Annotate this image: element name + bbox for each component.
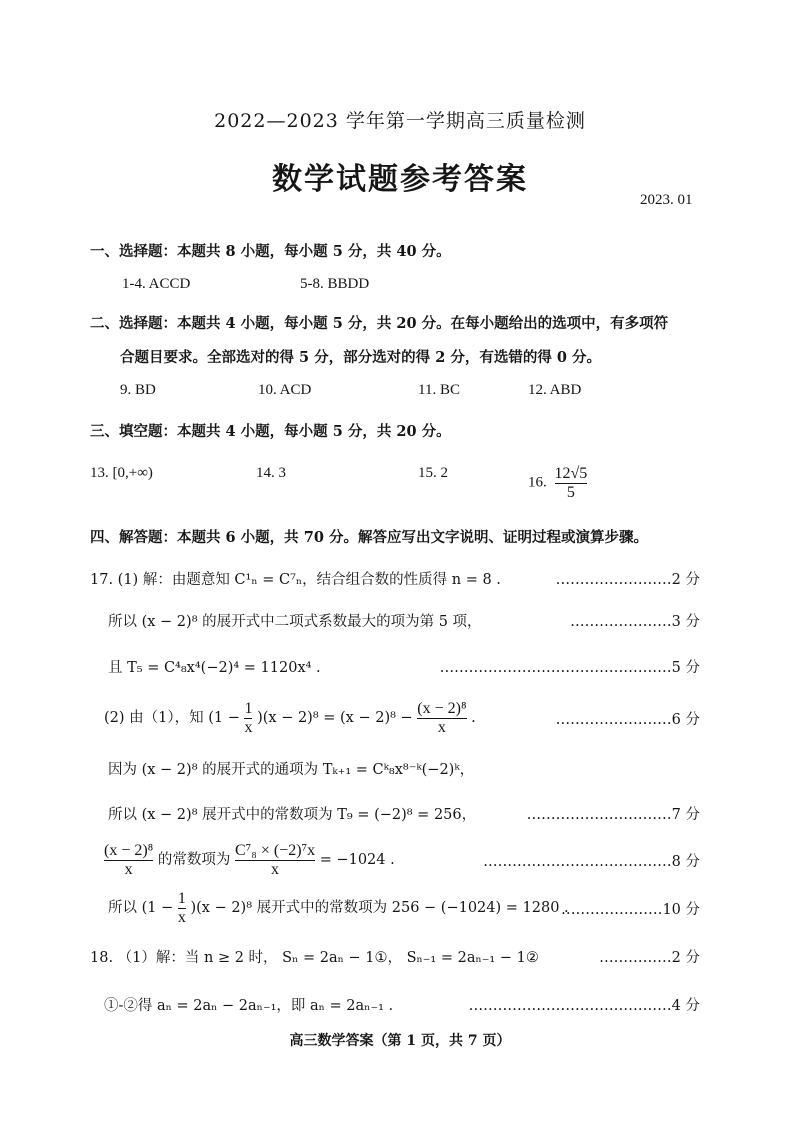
- answer-10: 10. ACD: [258, 382, 312, 398]
- q17-line-7: $\frac{\text{(x − 2)⁸}}{x}$ 的常数项为 $\frac{\text{C⁷₈ × (−2)⁷x}}{x}$ = −1024 .: [104, 842, 395, 878]
- answer-14: 14. 3: [256, 465, 286, 481]
- answer-5-8: 5-8. BBDD: [300, 276, 370, 292]
- answer-13: 13. [0,+∞): [90, 465, 153, 481]
- answer-15: 15. 2: [418, 465, 448, 481]
- document-title: 数学试题参考答案: [272, 162, 528, 197]
- q18-line-1: 18. （1）解：当 n ≥ 2 时， Sₙ = 2aₙ − 1①， Sₙ₋₁ = 2aₙ₋₁ − 1②: [90, 950, 539, 966]
- frac-one-over-x-b: $\frac{1}{x}$: [177, 890, 186, 926]
- q17-score-3: …………………………………………5 分: [439, 660, 700, 676]
- q17-score-6: …………………………………8 分: [483, 854, 700, 870]
- answer-16-numerator: 12√5: [554, 465, 588, 482]
- q17-line-3: 且 T₅ = C⁴₈x⁴(−2)⁴ = 1120x⁴ .: [108, 660, 321, 676]
- answer-16-denominator: 5: [566, 483, 575, 501]
- frac-x2-over-x: $\frac{\text{(x − 2)⁸}}{x}$: [417, 700, 467, 736]
- q17-score-5: …………………………7 分: [526, 807, 700, 823]
- answer-9: 9. BD: [120, 382, 156, 398]
- q18-score-1: ……………2 分: [599, 950, 700, 966]
- q17-line-6: 所以 (x − 2)⁸ 展开式中的常数项为 T₉ = (−2)⁸ = 256，: [108, 807, 477, 823]
- q17-score-4: ……………………6 分: [555, 712, 700, 728]
- document-subtitle: 2022—2023 学年第一学期高三质量检测: [214, 110, 586, 132]
- q17-score-2: …………………3 分: [570, 614, 700, 630]
- q17-line-2: 所以 (x − 2)⁸ 的展开式中二项式系数最大的项为第 5 项，: [108, 614, 482, 630]
- answer-12: 12. ABD: [528, 382, 582, 398]
- page-footer: 高三数学答案（第 1 页，共 7 页）: [289, 1033, 511, 1049]
- frac-one-over-x: $\frac{1}{x}$: [244, 700, 253, 736]
- q17-line-8: 所以 (1 − $\frac{1}{x}$ )(x − 2)⁸ 展开式中的常数项为 256 − (−1024) = 1280 .: [108, 890, 569, 926]
- answer-11: 11. BC: [418, 382, 460, 398]
- q17-score-7: …………………10 分: [560, 902, 700, 918]
- q17-line-5: 因为 (x − 2)⁸ 的展开式的通项为 Tₖ₊₁ = Cᵏ₈x⁸⁻ᵏ(−2)ᵏ，: [108, 762, 475, 778]
- answer-16: [528, 465, 587, 501]
- section-3-heading: 三、填空题：本题共 4 小题，每小题 5 分，共 20 分。: [90, 423, 451, 440]
- document-date: 2023. 01: [640, 192, 693, 208]
- section-2-heading: 二、选择题：本题共 4 小题，每小题 5 分，共 20 分。在每小题给出的选项中，有多项符: [90, 315, 669, 332]
- answer-1-4: 1-4. ACCD: [122, 276, 191, 292]
- answer-16-label: 16.: [528, 474, 547, 491]
- section-1-heading: 一、选择题：本题共 8 小题，每小题 5 分，共 40 分。: [90, 243, 451, 260]
- q17-line-4: (2) 由（1），知 (1 − $\frac{1}{x}$ )(x − 2)⁸ = (x − 2)⁸ − $\frac{\text{(x − 2)⁸}}{x}$ .: [104, 700, 476, 736]
- section-2-heading-cont: 合题目要求。全部选对的得 5 分，部分选对的得 2 分，有选错的得 0 分。: [120, 349, 602, 366]
- answer-16-fraction: [555, 465, 588, 501]
- frac-x2-over-x-b: $\frac{\text{(x − 2)⁸}}{x}$: [104, 842, 154, 878]
- frac-c87-over-x: $\frac{\text{C⁷₈ × (−2)⁷x}}{x}$: [234, 842, 316, 878]
- q17-line-1: 17. (1) 解：由题意知 C¹ₙ = C⁷ₙ，结合组合数的性质得 n = 8 .: [90, 572, 501, 588]
- q18-line-2: ①-②得 aₙ = 2aₙ − 2aₙ₋₁，即 aₙ = 2aₙ₋₁ .: [104, 998, 394, 1014]
- q18-score-2: ……………………………………4 分: [468, 998, 700, 1014]
- section-4-heading: 四、解答题：本题共 6 小题，共 70 分。解答应写出文字说明、证明过程或演算步骤。: [90, 529, 648, 546]
- q17-score-1: ……………………2 分: [555, 572, 700, 588]
